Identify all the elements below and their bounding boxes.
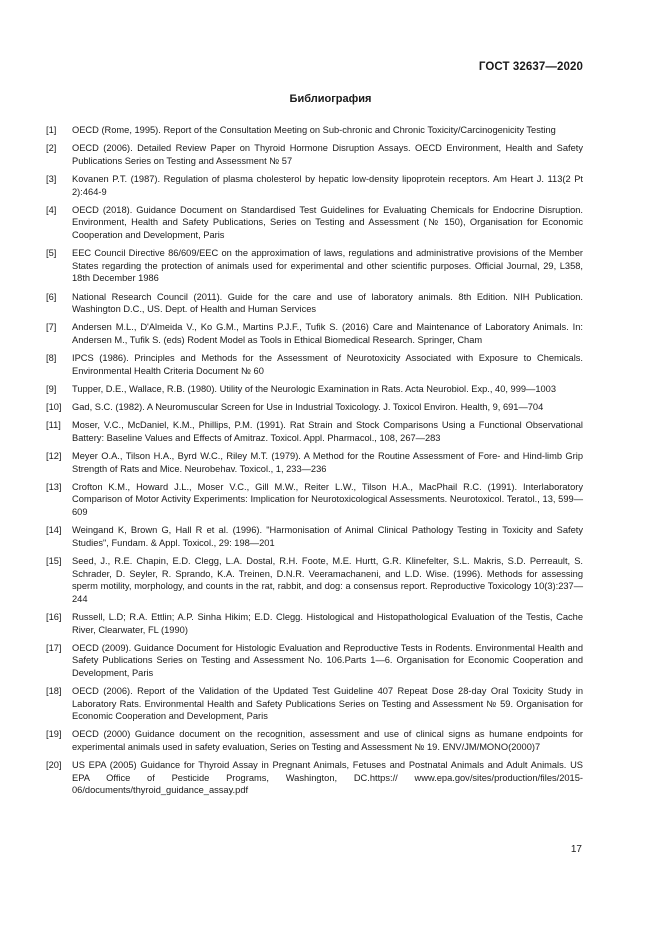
reference-text: OECD (2009). Guidance Document for Histologic Evaluation and Reproductive Tests in Rodents. Environmental Health and Safety Publications Series on Testing and Assessment No. 106.Parts 1—6. Organisation for Economic Cooperation and Development, Paris bbox=[72, 642, 583, 678]
reference-text: OECD (2006). Report of the Validation of the Updated Test Guideline 407 Repeat Dose 28-day Oral Toxicity Study in Laboratory Rats. Environmental Health and Safety Publications Series on Testing and Assessment № 59. Organisation for Economic Cooperation and Development, Paris bbox=[72, 686, 583, 722]
reference-number: [8] bbox=[46, 353, 57, 364]
reference-number: [5] bbox=[46, 248, 57, 259]
reference-item bbox=[46, 555, 583, 605]
reference-number: [13] bbox=[46, 481, 62, 492]
reference-item bbox=[46, 685, 583, 723]
standard-number: ГОСТ 32637—2020 bbox=[478, 61, 583, 73]
reference-number: [10] bbox=[46, 402, 62, 413]
reference-number: [17] bbox=[46, 642, 62, 653]
reference-text: OECD (Rome, 1995). Report of the Consultation Meeting on Sub-chronic and Chronic Toxicity/Carcinogenicity Testing bbox=[72, 125, 556, 135]
reference-text: Meyer O.A., Tilson H.A., Byrd W.C., Riley M.T. (1979). A Method for the Routine Assessment of Fore- and Hind-limb Grip Strength of Rats and Mice. Neurobehav. Toxicol., 1, 233—236 bbox=[72, 451, 583, 474]
reference-number: [2] bbox=[46, 143, 57, 154]
reference-text: Moser, V.C., McDaniel, K.M., Phillips, P.M. (1991). Rat Strain and Stock Comparisons Using a Functional Observational Battery: Baseline Values and Effects of Amitraz. Toxicol. Appl. Pharmacol., 108, 267—283 bbox=[72, 420, 583, 443]
reference-text: Seed, J., R.E. Chapin, E.D. Clegg, L.A. Dostal, R.H. Foote, M.E. Hurtt, G.R. Klinefelter, S.L. Makris, S.D. Perreault, S. Schrader, D. Seyler, R. Sprando, K.A. Treinen, D.N.R. Veeramachaneni, and L.D. Wise. (1996). Methods for assessing sperm motility, morphology, and counts in the rat, rabbit, and dog: a consensus report. Reproductive Toxicology 10(3):237—244 bbox=[72, 555, 583, 604]
reference-item bbox=[46, 383, 583, 396]
reference-item bbox=[46, 524, 583, 549]
reference-text: EEC Council Directive 86/609/EEC on the approximation of laws, regulations and administrative provisions of the Member States regarding the protection of animals used for experimental and other scientific purposes. Official Journal, 29, L358, 18th December 1986 bbox=[72, 248, 583, 284]
reference-number: [14] bbox=[46, 525, 62, 536]
reference-number: [7] bbox=[46, 322, 57, 333]
reference-text: National Research Council (2011). Guide for the care and use of laboratory animals. 8th Edition. NIH Publication. Washington D.C., US. Dept. of Health and Human Services bbox=[72, 291, 583, 315]
reference-item bbox=[46, 642, 583, 680]
reference-number: [3] bbox=[46, 173, 57, 184]
reference-item bbox=[46, 481, 583, 519]
reference-item bbox=[46, 419, 583, 444]
reference-text: Tupper, D.E., Wallace, R.B. (1980). Utility of the Neurologic Examination in Rats. Acta Neurobiol. Exp., 40, 999—1003 bbox=[72, 383, 557, 394]
reference-number: [12] bbox=[46, 451, 62, 461]
reference-text: Gad, S.C. (1982). A Neuromuscular Screen for Use in Industrial Toxicology. J. Toxicol Environ. Health, 9, 691—704 bbox=[72, 402, 544, 413]
page-number: 17 bbox=[570, 844, 582, 855]
reference-number: [4] bbox=[46, 204, 57, 215]
reference-text: Crofton K.M., Howard J.L., Moser V.C., Gill M.W., Reiter L.W., Tilson H.A., MacPhail R.C. (1991). Interlaboratory Comparison of Motor Activity Experiments: Implication for Neurotoxicological Assessments. Neurotoxicol. Teratol., 13, 599—609 bbox=[72, 481, 583, 517]
reference-number: [19] bbox=[46, 729, 62, 740]
reference-item bbox=[46, 352, 583, 377]
reference-item bbox=[46, 204, 583, 242]
reference-item bbox=[46, 759, 583, 797]
reference-item bbox=[46, 321, 583, 346]
reference-text: Russell, L.D; R.A. Ettlin; A.P. Sinha Hikim; E.D. Clegg. Histological and Histopathological Evaluation of the Testis, Cache River, Clearwater, FL (1990) bbox=[72, 611, 583, 635]
reference-text: OECD (2018). Guidance Document on Standardised Test Guidelines for Evaluating Chemicals for Endocrine Disruption. Environment, Health and Safety Publications, Series on Testing and Assessment (№ 150), Organisation for Economic Cooperation and Development, Paris bbox=[72, 204, 583, 240]
reference-text: OECD (2000) Guidance document on the recognition, assessment and use of clinical signs as humane endpoints for experimental animals used in safety evaluation, Series on Testing and Assessment № 19. ENV/JM/MONO(2000)7 bbox=[72, 729, 583, 753]
reference-number: [18] bbox=[46, 686, 62, 697]
reference-item bbox=[46, 450, 583, 475]
reference-text: IPCS (1986). Principles and Methods for the Assessment of Neurotoxicity Associated with Exposure to Chemicals. Environmental Health Criteria Document № 60 bbox=[72, 353, 583, 376]
reference-item bbox=[46, 291, 583, 316]
reference-number: [16] bbox=[46, 611, 62, 622]
reference-text: Weingand K, Brown G, Hall R et al. (1996). "Harmonisation of Animal Clinical Pathology Testing in Toxicity and Safety Studies", Fundam. & Appl. Toxicol., 29: 198—201 bbox=[72, 525, 583, 548]
reference-number: [20] bbox=[46, 760, 62, 771]
reference-number: [6] bbox=[46, 291, 57, 302]
reference-text: Kovanen P.T. (1987). Regulation of plasma cholesterol by hepatic low-density lipoprotein receptors. Am Heart J. 113(2 Pt 2):464-9 bbox=[72, 173, 583, 197]
reference-text: Andersen M.L., D'Almeida V., Ko G.M., Martins P.J.F., Tufik S. (2016) Care and Maintenance of Laboratory Animals. In: Andersen M., Tufik S. (eds) Rodent Model as Tools in Ethical Biomedical Research. Springer, Cham bbox=[72, 322, 583, 345]
bibliography-list bbox=[46, 124, 583, 803]
reference-item bbox=[46, 124, 583, 137]
reference-item bbox=[46, 247, 583, 285]
reference-item bbox=[46, 401, 583, 414]
reference-item bbox=[46, 173, 583, 198]
reference-item bbox=[46, 142, 583, 167]
reference-number: [11] bbox=[46, 420, 61, 431]
reference-number: [9] bbox=[46, 383, 57, 394]
reference-text: US EPA (2005) Guidance for Thyroid Assay in Pregnant Animals, Fetuses and Postnatal Animals and Adult Animals. US EPA Office of Pesticide Programs, Washington, DC.https:// www.epa.gov/sites/production/files/2015-06/documents/thyroid_guidance_assay.pdf bbox=[72, 760, 583, 796]
page-title: Библиография bbox=[289, 93, 372, 105]
reference-number: [1] bbox=[46, 125, 57, 135]
reference-number: [15] bbox=[46, 555, 62, 566]
reference-item bbox=[46, 728, 583, 753]
reference-text: OECD (2006). Detailed Review Paper on Thyroid Hormone Disruption Assays. OECD Environment, Health and Safety Publications Series on Testing and Assessment № 57 bbox=[72, 143, 583, 166]
reference-item bbox=[46, 611, 583, 636]
